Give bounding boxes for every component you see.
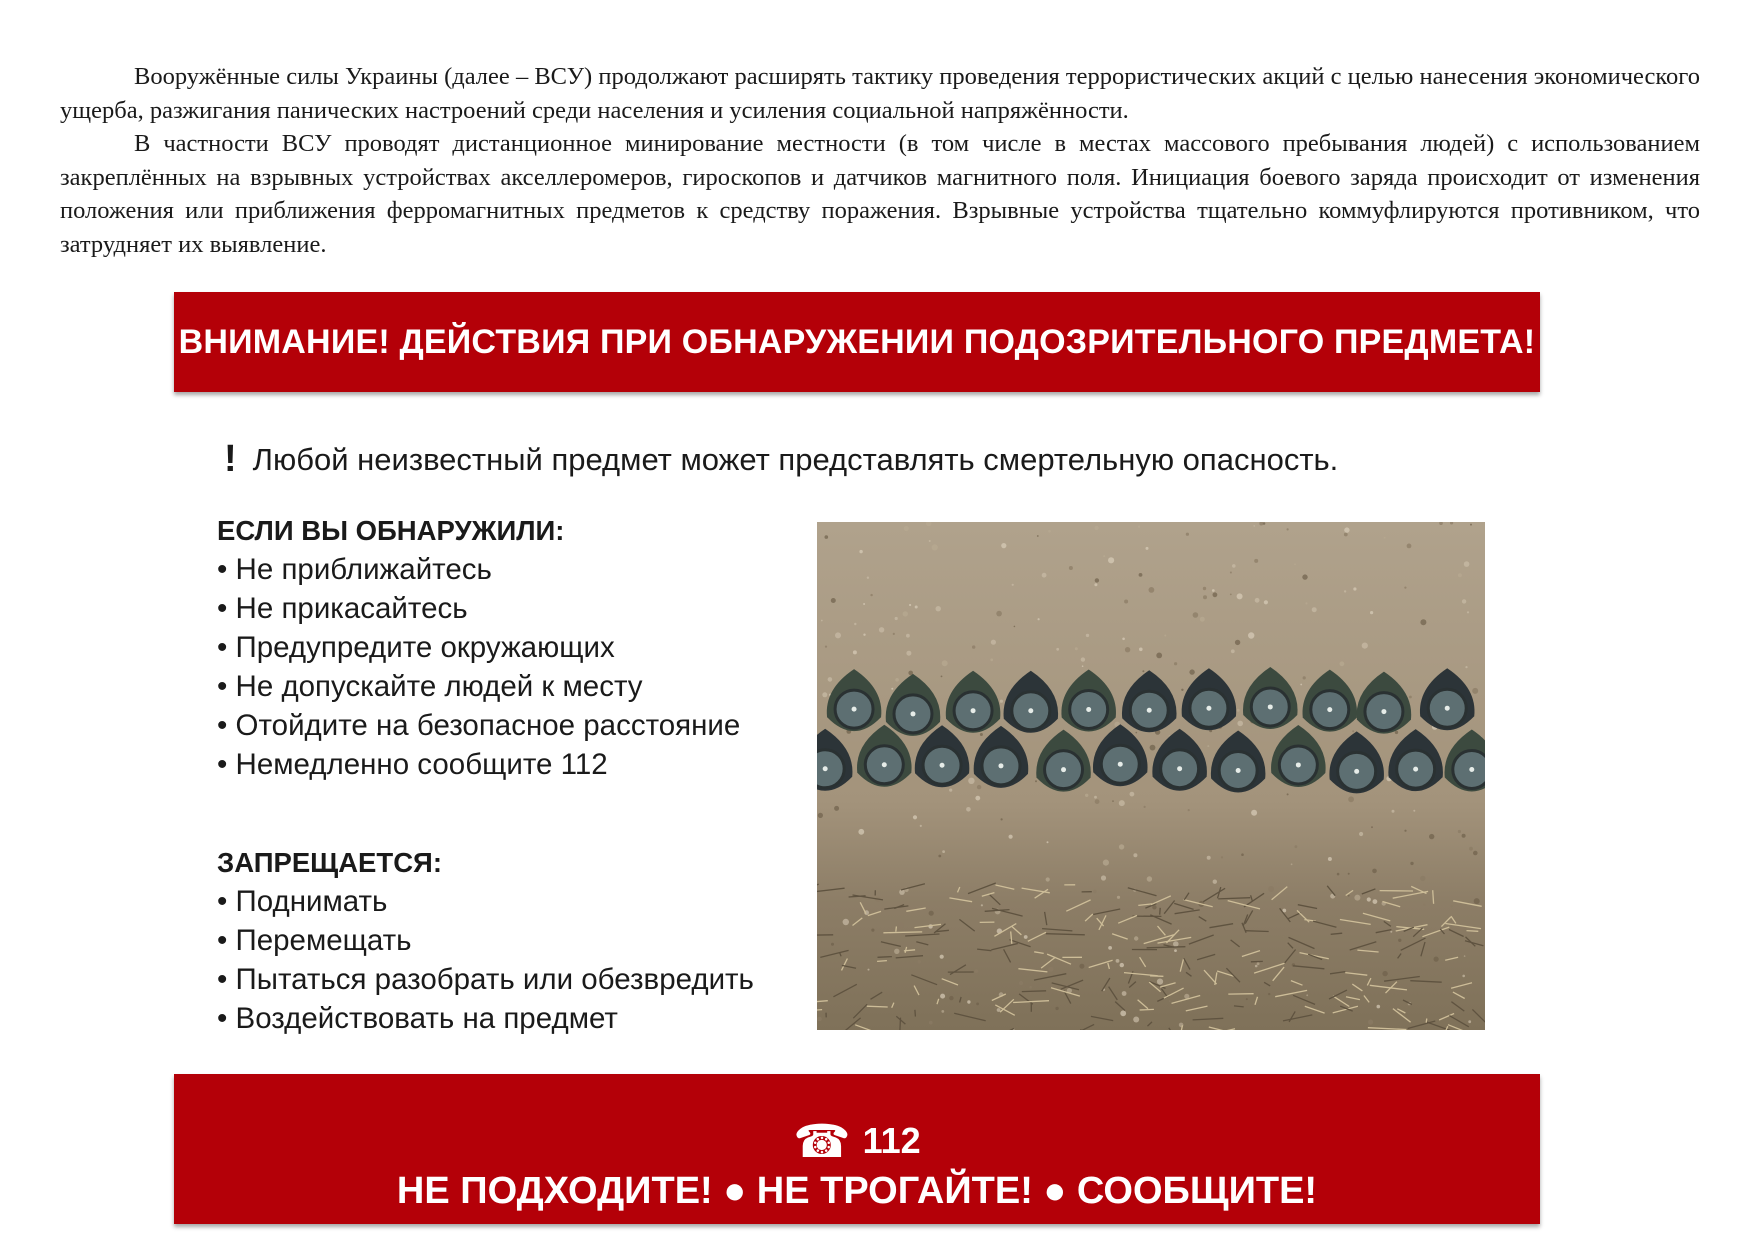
intro-paragraph-2: В частности ВСУ проводят дистанционное минирование местности (в том числе в местах массового пребывания людей) с использованием закреплённых на взрывных устройствах акселлеромеров, гироскопов и датчиков магнитного поля. Инициация боевого заряда происходит от изменения положения или приближения ферромагнитных предметов к средству поражения. Взрывные устройства тщательно коммуфлируются противником, что затрудняет их выявление. xyxy=(60,130,1700,258)
list-item: • Не допускайте людей к месту xyxy=(217,667,817,706)
list-item: • Немедленно сообщите 112 xyxy=(217,745,817,784)
if-found-list xyxy=(217,550,817,784)
list-item: • Отойдите на безопасное расстояние xyxy=(217,706,817,745)
forbidden-list xyxy=(217,882,817,1038)
if-found-heading: ЕСЛИ ВЫ ОБНАРУЖИЛИ: xyxy=(217,515,565,546)
attention-banner xyxy=(174,292,1540,392)
warning-text: Любой неизвестный предмет может представлять смертельную опасность. xyxy=(252,441,1339,477)
call-banner xyxy=(174,1074,1540,1224)
intro-text xyxy=(60,60,1700,261)
list-item: • Пытаться разобрать или обезвредить xyxy=(217,960,817,999)
call-banner-slogan: НЕ ПОДХОДИТЕ! ● НЕ ТРОГАЙТЕ! ● СООБЩИТЕ! xyxy=(396,1170,1318,1212)
list-item: • Не прикасайтесь xyxy=(217,589,817,628)
intro-paragraph-1: Вооружённые силы Украины (далее – ВСУ) продолжают расширять тактику проведения террористических акций с целью нанесения экономического ущерба, разжигания панических настроений среди населения и усиления социальной напряжённости. xyxy=(60,63,1700,124)
forbidden-heading: ЗАПРЕЩАЕТСЯ: xyxy=(217,847,442,878)
list-item: • Предупредите окружающих xyxy=(217,628,817,667)
instructions xyxy=(217,512,817,1038)
mines-photo-drawing xyxy=(817,522,1485,1030)
exclamation-icon: ! xyxy=(224,438,237,480)
attention-banner-title: ВНИМАНИЕ! ДЕЙСТВИЯ ПРИ ОБНАРУЖЕНИИ ПОДОЗРИТЕЛЬНОГО ПРЕДМЕТА! xyxy=(178,322,1536,361)
warning-line xyxy=(224,438,1338,481)
list-item: • Поднимать xyxy=(217,882,817,921)
list-item: • Не приближайтесь xyxy=(217,550,817,589)
phone-row xyxy=(174,1115,1540,1167)
mines-photo xyxy=(817,522,1485,1030)
phone-icon: ☎ xyxy=(793,1115,851,1167)
list-item: • Воздействовать на предмет xyxy=(217,999,817,1038)
phone-number: 112 xyxy=(862,1120,921,1161)
list-item: • Перемещать xyxy=(217,921,817,960)
